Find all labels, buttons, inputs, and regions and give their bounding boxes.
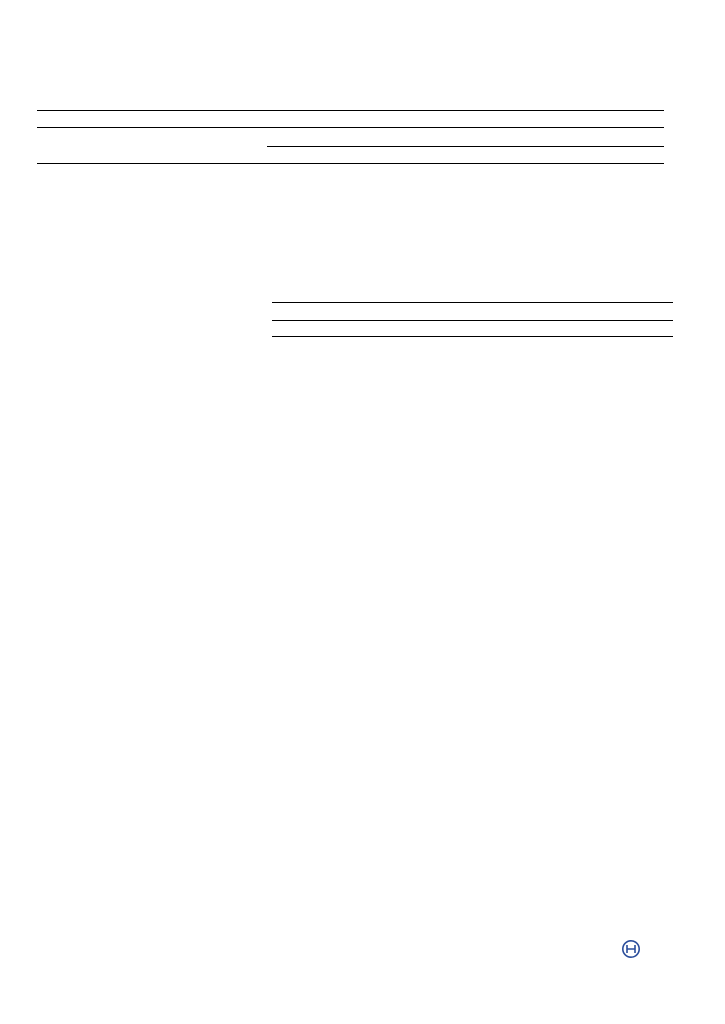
table-cell: [333, 180, 399, 197]
table2-col-header: [593, 321, 673, 336]
pe-group-header: [465, 128, 664, 146]
haitong-logo-icon: [622, 940, 640, 958]
table-cell: [37, 180, 107, 197]
table-row: [37, 163, 664, 180]
table-cell: [37, 197, 107, 214]
eps-year-header: [333, 146, 399, 163]
table-cell: [465, 180, 531, 197]
table2-corner: [272, 321, 352, 336]
col-code-header: [37, 128, 107, 163]
table-cell: [399, 163, 465, 180]
table-cell: [37, 163, 107, 180]
table-cell: [267, 180, 333, 197]
table-row: [37, 180, 664, 197]
table-cell: [465, 197, 531, 214]
table-cell: [222, 197, 267, 214]
table-cell: [598, 163, 664, 180]
table-cell: [333, 163, 399, 180]
eps-year-header: [399, 146, 465, 163]
table-cell: [177, 163, 222, 180]
table-cell: [107, 163, 177, 180]
table-cell: [177, 180, 222, 197]
table-cell: [465, 163, 531, 180]
col-mktcap-header: [222, 128, 267, 163]
table-cell: [222, 180, 267, 197]
table-cell: [532, 163, 598, 180]
table-cell: [333, 197, 399, 214]
table-cell: [399, 197, 465, 214]
pe-year-header: [532, 146, 598, 163]
haitong-logo: [622, 940, 643, 958]
table-cell: [532, 197, 598, 214]
table1-title: [37, 110, 664, 128]
table-cell: [267, 163, 333, 180]
table-cell: [177, 197, 222, 214]
col-price-header: [177, 128, 222, 163]
table-cell: [107, 180, 177, 197]
comparable-valuation-table: [37, 110, 664, 214]
eps-group-header: [267, 128, 465, 146]
col-name-header: [107, 128, 177, 163]
revenue-breakdown-table: [272, 302, 673, 337]
table-cell: [399, 180, 465, 197]
table-row: [37, 197, 664, 214]
eps-year-header: [267, 146, 333, 163]
table2-col-header: [513, 321, 593, 336]
table-cell: [598, 180, 664, 197]
table-cell: [107, 197, 177, 214]
table2-col-header: [352, 321, 432, 336]
table-cell: [598, 197, 664, 214]
table2-col-header: [432, 321, 512, 336]
table-cell: [222, 163, 267, 180]
pe-year-header: [465, 146, 531, 163]
table2-title: [272, 302, 673, 321]
pe-year-header: [598, 146, 664, 163]
table-cell: [267, 197, 333, 214]
table-cell: [532, 180, 598, 197]
